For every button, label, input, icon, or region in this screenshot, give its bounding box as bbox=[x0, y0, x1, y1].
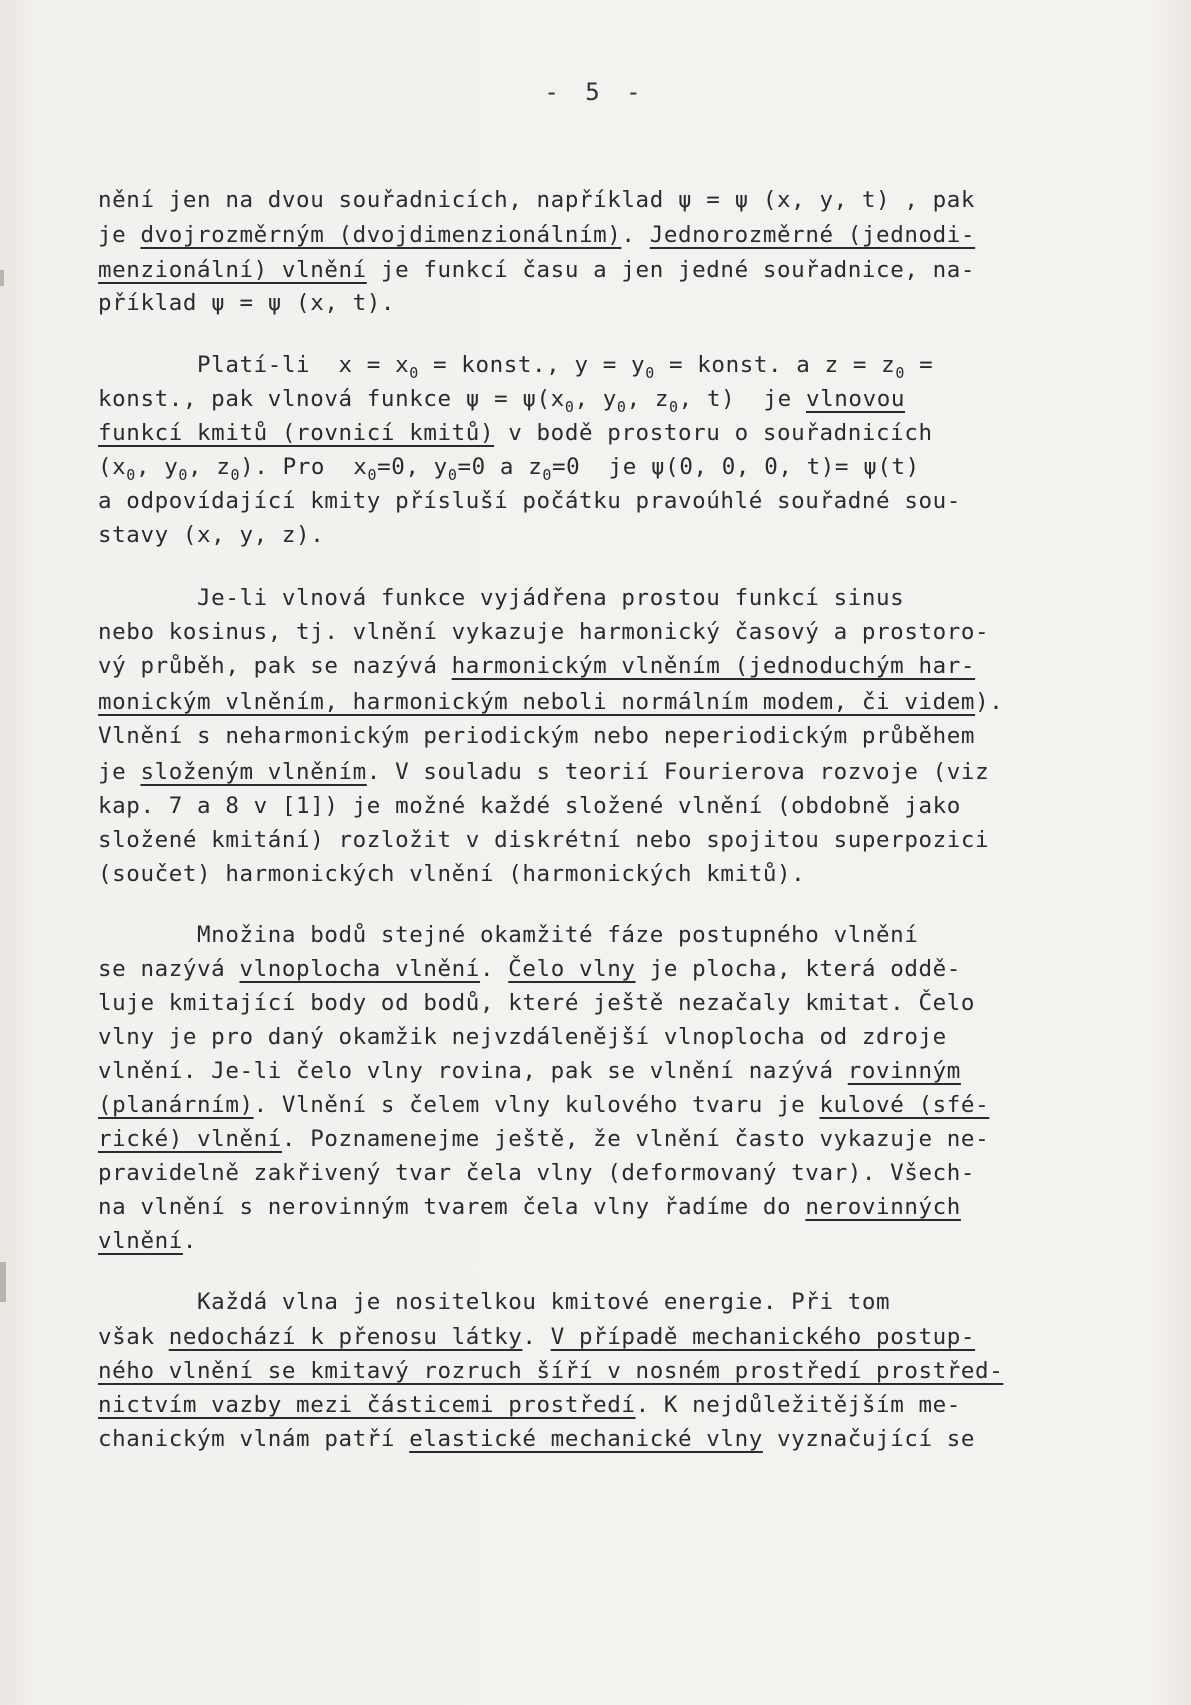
text-run: , y bbox=[574, 386, 617, 412]
text-run: je funkcí času a jen jedné souřadnice, na- bbox=[366, 257, 976, 283]
text-line bbox=[98, 350, 933, 388]
text-line bbox=[98, 1090, 989, 1120]
text-run: se nazývá bbox=[98, 956, 240, 982]
underlined-term: rické) vlnění bbox=[98, 1126, 282, 1152]
text-run: Je-li vlnová funkce vyjádřena prostou funkcí sinus bbox=[98, 585, 905, 611]
text-line bbox=[98, 520, 324, 550]
text-run: . bbox=[522, 1324, 551, 1350]
page-number: - 5 - bbox=[544, 78, 647, 106]
text-run: (x bbox=[98, 454, 127, 480]
text-line bbox=[98, 687, 1003, 717]
text-run: , z bbox=[188, 454, 231, 480]
text-line bbox=[98, 1322, 975, 1352]
text-run: =0 a z bbox=[457, 454, 543, 480]
underlined-term: ného vlnění se kmitavý rozruch šíří v nosném prostředí prostřed- bbox=[98, 1358, 1004, 1384]
underlined-term: funkcí kmitů (rovnicí kmitů) bbox=[98, 420, 495, 446]
paper-edge-mark bbox=[0, 270, 4, 286]
text-line bbox=[98, 1226, 197, 1256]
text-run: nění jen na dvou souřadnicích, například ψ = ψ (x, y, t) , pak bbox=[98, 187, 976, 213]
text-run: , y bbox=[135, 454, 179, 480]
text-run: je bbox=[98, 759, 141, 785]
text-line bbox=[98, 1124, 989, 1154]
underlined-term: kulové (sfé- bbox=[819, 1092, 990, 1118]
text-line bbox=[98, 1192, 961, 1222]
text-run: v bodě prostoru o souřadnicích bbox=[494, 420, 933, 446]
subscript: 0 bbox=[669, 398, 679, 416]
text-run: nebo kosinus, tj. vlnění vykazuje harmonický časový a prostoro- bbox=[98, 619, 990, 645]
text-run: = bbox=[904, 352, 934, 378]
text-line bbox=[98, 920, 918, 950]
text-line bbox=[98, 617, 989, 647]
subscript: 0 bbox=[409, 364, 419, 382]
subscript: 0 bbox=[542, 466, 552, 484]
text-line bbox=[98, 1424, 975, 1454]
text-run: =0 je ψ(0, 0, 0, t)= ψ(t) bbox=[552, 454, 920, 480]
underlined-term: V případě mechanického postup- bbox=[550, 1324, 976, 1350]
underlined-term: nedochází k přenosu látky bbox=[168, 1324, 523, 1350]
text-line bbox=[98, 954, 961, 984]
underlined-term: Čelo vlny bbox=[508, 956, 636, 982]
subscript: 0 bbox=[230, 466, 241, 484]
text-run: složené kmitání) rozložit v diskrétní nebo spojitou superpozici bbox=[98, 827, 990, 853]
text-line bbox=[98, 1390, 961, 1420]
subscript: 0 bbox=[126, 466, 136, 484]
text-run: . V souladu s teorií Fourierova rozvoje (viz bbox=[366, 759, 990, 785]
text-run: . bbox=[182, 1228, 198, 1254]
text-run: . Vlnění s čelem vlny kulového tvaru je bbox=[253, 1092, 820, 1118]
text-line bbox=[98, 452, 920, 490]
text-run: (součet) harmonických vlnění (harmonických kmitů). bbox=[98, 861, 806, 887]
subscript: 0 bbox=[178, 466, 189, 484]
underlined-term: nerovinných bbox=[805, 1194, 961, 1220]
paper-edge-mark bbox=[0, 1262, 6, 1302]
underlined-term: dvojrozměrným (dvojdimenzionálním) bbox=[140, 222, 622, 248]
text-line bbox=[98, 185, 975, 215]
underlined-term: nictvím vazby mezi částicemi prostředí bbox=[98, 1392, 636, 1418]
text-run: Každá vlna je nositelkou kmitové energie. Při tom bbox=[98, 1289, 891, 1315]
text-run: , z bbox=[626, 386, 670, 412]
text-run: však bbox=[98, 1324, 169, 1350]
text-run: = konst., y = y bbox=[418, 352, 646, 378]
underlined-term: elastické mechanické vlny bbox=[409, 1426, 763, 1452]
text-run: Platí-li x = x bbox=[98, 352, 410, 378]
text-run: příklad ψ = ψ (x, t). bbox=[98, 290, 396, 316]
text-run: Vlnění s neharmonickým periodickým nebo neperiodickým průběhem bbox=[98, 723, 976, 749]
text-line bbox=[98, 757, 989, 787]
text-run: je bbox=[98, 222, 141, 248]
text-line bbox=[98, 583, 904, 613]
text-line bbox=[98, 255, 975, 285]
text-run: ). Pro x bbox=[240, 454, 368, 480]
underlined-term: vlnovou bbox=[805, 386, 906, 412]
text-run: Množina bodů stejné okamžité fáze postupného vlnění bbox=[98, 922, 919, 948]
text-line bbox=[98, 825, 989, 855]
text-run: konst., pak vlnová funkce ψ = ψ(x bbox=[98, 386, 565, 412]
text-run: =0, y bbox=[377, 454, 448, 480]
text-line bbox=[98, 220, 975, 250]
text-run: pravidelně zakřivený tvar čela vlny (deformovaný tvar). Všech- bbox=[98, 1160, 976, 1186]
text-run: vý průběh, pak se nazývá bbox=[98, 653, 452, 679]
text-run: . bbox=[621, 222, 650, 248]
text-line bbox=[98, 288, 395, 318]
underlined-term: Jednorozměrné (jednodi- bbox=[649, 222, 976, 248]
text-run: , t) je bbox=[678, 386, 806, 412]
text-run: stavy (x, y, z). bbox=[98, 522, 325, 548]
underlined-term: (planárním) bbox=[98, 1092, 254, 1118]
text-run: . Poznamenejme ještě, že vlnění často vykazuje ne- bbox=[281, 1126, 990, 1152]
text-run: a odpovídající kmity přísluší počátku pravoúhlé souřadné sou- bbox=[98, 488, 961, 514]
text-line bbox=[98, 988, 975, 1018]
text-line bbox=[98, 486, 961, 516]
text-run: luje kmitající body od bodů, které ještě nezačaly kmitat. Čelo bbox=[98, 990, 976, 1016]
text-line bbox=[98, 384, 905, 422]
text-run: vlnění. Je-li čelo vlny rovina, pak se vlnění nazývá bbox=[98, 1058, 848, 1084]
underlined-term: menzionální) vlnění bbox=[98, 257, 367, 283]
text-run: vlny je pro daný okamžik nejvzdálenější vlnoplocha od zdroje bbox=[98, 1024, 947, 1050]
underlined-term: harmonickým vlněním (jednoduchým har- bbox=[451, 653, 976, 679]
text-run: . bbox=[479, 956, 509, 982]
text-run: na vlnění s nerovinným tvarem čela vlny řadíme do bbox=[98, 1194, 806, 1220]
text-run: = konst. a z = z bbox=[654, 352, 896, 378]
underlined-term: složeným vlněním bbox=[140, 759, 367, 785]
text-line bbox=[98, 418, 933, 448]
subscript: 0 bbox=[564, 398, 575, 416]
text-line bbox=[98, 1056, 961, 1086]
subscript: 0 bbox=[447, 466, 458, 484]
underlined-term: rovinným bbox=[847, 1058, 961, 1084]
text-run: ). bbox=[975, 689, 1004, 715]
text-line bbox=[98, 651, 975, 681]
text-line bbox=[98, 1356, 1003, 1386]
subscript: 0 bbox=[645, 364, 655, 382]
text-run: . K nejdůležitějším me- bbox=[635, 1392, 961, 1418]
text-run: vyznačující se bbox=[762, 1426, 976, 1452]
underlined-term: vlnoplocha vlnění bbox=[239, 956, 480, 982]
text-line bbox=[98, 1287, 890, 1317]
text-line bbox=[98, 1158, 975, 1188]
subscript: 0 bbox=[616, 398, 627, 416]
subscript: 0 bbox=[367, 466, 378, 484]
text-line bbox=[98, 721, 975, 751]
subscript: 0 bbox=[895, 364, 905, 382]
underlined-term: monickým vlněním, harmonickým neboli normálním modem, či videm bbox=[98, 689, 976, 715]
text-line bbox=[98, 1022, 947, 1052]
text-run: kap. 7 a 8 v [1]) je možné každé složené vlnění (obdobně jako bbox=[98, 793, 961, 819]
text-line bbox=[98, 859, 805, 889]
underlined-term: vlnění bbox=[98, 1228, 183, 1254]
text-line bbox=[98, 791, 961, 821]
text-run: chanickým vlnám patří bbox=[98, 1426, 410, 1452]
text-run: je plocha, která oddě- bbox=[635, 956, 961, 982]
